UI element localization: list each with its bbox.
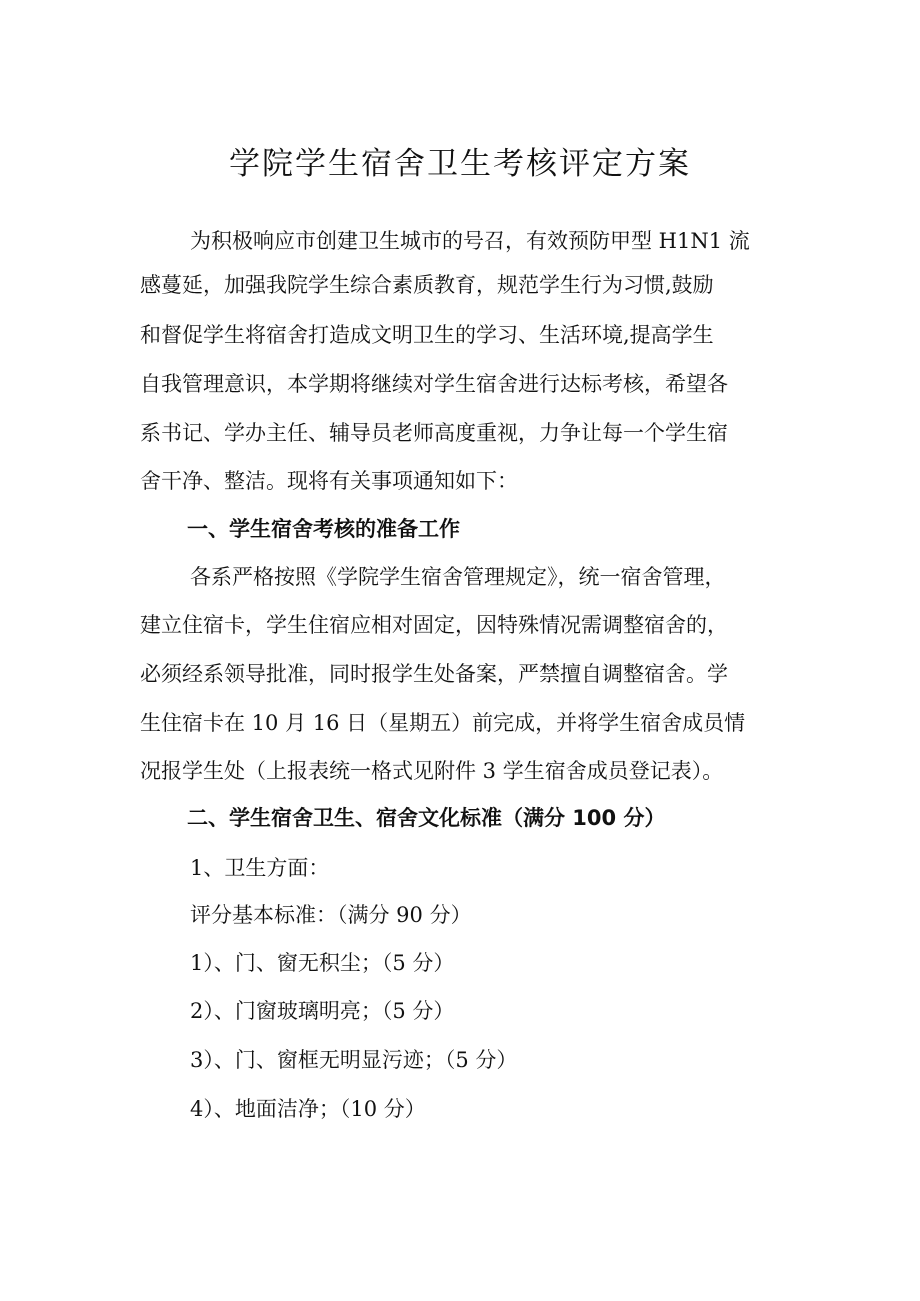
intro-line: 自我管理意识，本学期将继续对学生宿舍进行达标考核，希望各 bbox=[140, 372, 728, 396]
intro-line: 系书记、学办主任、辅导员老师高度重视，力争让每一个学生宿 bbox=[140, 421, 728, 445]
section1-line: 各系严格按照《学院学生宿舍管理规定》，统一宿舍管理， bbox=[190, 565, 726, 589]
intro-line: 和督促学生将宿舍打造成文明卫生的学习、生活环境,提高学生 bbox=[140, 323, 714, 347]
section1-line: 生住宿卡在 10 月 16 日（星期五）前完成，并将学生宿舍成员情 bbox=[140, 711, 746, 735]
intro-line: 为积极响应市创建卫生城市的号召，有效预防甲型 H1N1 流 bbox=[190, 229, 750, 253]
criteria-item: 3）、门、窗框无明显污迹；（5 分） bbox=[190, 1048, 518, 1072]
criteria-label: 评分基本标准：（满分 90 分） bbox=[190, 903, 472, 927]
section2-subheading: 1、卫生方面： bbox=[190, 856, 330, 880]
section2-heading: 二、学生宿舍卫生、宿舍文化标准（满分 100 分） bbox=[187, 806, 666, 830]
criteria-item: 2）、门窗玻璃明亮；（5 分） bbox=[190, 999, 455, 1023]
intro-line: 舍干净、整洁。现将有关事项通知如下： bbox=[140, 469, 518, 493]
criteria-item: 1）、门、窗无积尘；（5 分） bbox=[190, 951, 455, 975]
document-title: 学院学生宿舍卫生考核评定方案 bbox=[229, 146, 691, 182]
section1-heading: 一、学生宿舍考核的准备工作 bbox=[187, 517, 460, 541]
intro-line: 感蔓延，加强我院学生综合素质教育，规范学生行为习惯,鼓励 bbox=[140, 273, 714, 297]
section1-line: 必须经系领导批准，同时报学生处备案，严禁擅自调整宿舍。学 bbox=[140, 662, 728, 686]
section1-line: 建立住宿卡，学生住宿应相对固定，因特殊情况需调整宿舍的， bbox=[140, 613, 728, 637]
criteria-item: 4）、地面洁净；（10 分） bbox=[190, 1097, 426, 1121]
section1-line: 况报学生处（上报表统一格式见附件 3 学生宿舍成员登记表）。 bbox=[140, 759, 724, 783]
